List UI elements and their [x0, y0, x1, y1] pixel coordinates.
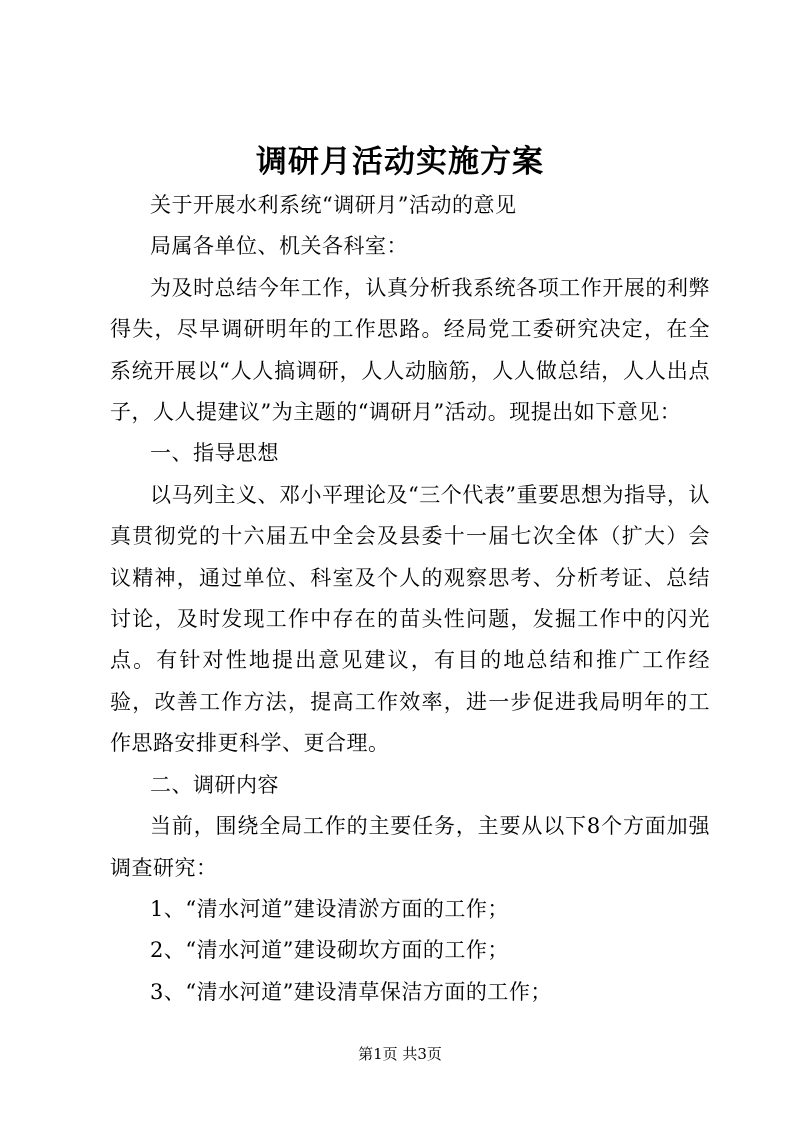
list-item-3: 3、“清水河道”建设清草保洁方面的工作； [150, 979, 552, 1004]
section-heading-guiding-thought: 一、指导思想 [150, 441, 279, 466]
paragraph-recipients: 局属各单位、机关各科室： [150, 234, 408, 259]
paragraph-research-content: 当前，围绕全局工作的主要任务，主要从以下8个方面加强调查研究： [110, 814, 710, 880]
paragraph-guiding-thought: 以马列主义、邓小平理论及“三个代表”重要思想为指导，认真贯彻党的十六届五中全会及县委十一届七次全体（扩大）会议精神，通过单位、科室及个人的观察思考、分析考证、总结讨论，及时发现工作中存在的苗头性问题，发掘工作中的闪光点。有针对性地提出意见建议，有目的地总结和推广工作经验，改善工作方法，提高工作效率，进一步促进我局明年的工作思路安排更科学、更合理。 [110, 482, 710, 756]
section-heading-research-content: 二、调研内容 [150, 772, 279, 797]
list-item-2: 2、“清水河道”建设砌坎方面的工作； [150, 938, 509, 963]
paragraph-subject: 关于开展水利系统“调研月”活动的意见 [150, 193, 517, 217]
document-title: 调研月活动实施方案 [256, 144, 544, 180]
list-item-1: 1、“清水河道”建设清淤方面的工作； [150, 896, 509, 921]
page-footer: 第1页 共3页 [358, 1045, 442, 1063]
document-body [110, 185, 710, 1013]
paragraph-intro: 为及时总结今年工作，认真分析我系统各项工作开展的利弊得失，尽早调研明年的工作思路。经局党工委研究决定，在全系统开展以“人人搞调研，人人动脑筋，人人做总结，人人出点子，人人提建议”为主题的“调研月”活动。现提出如下意见： [110, 275, 710, 425]
